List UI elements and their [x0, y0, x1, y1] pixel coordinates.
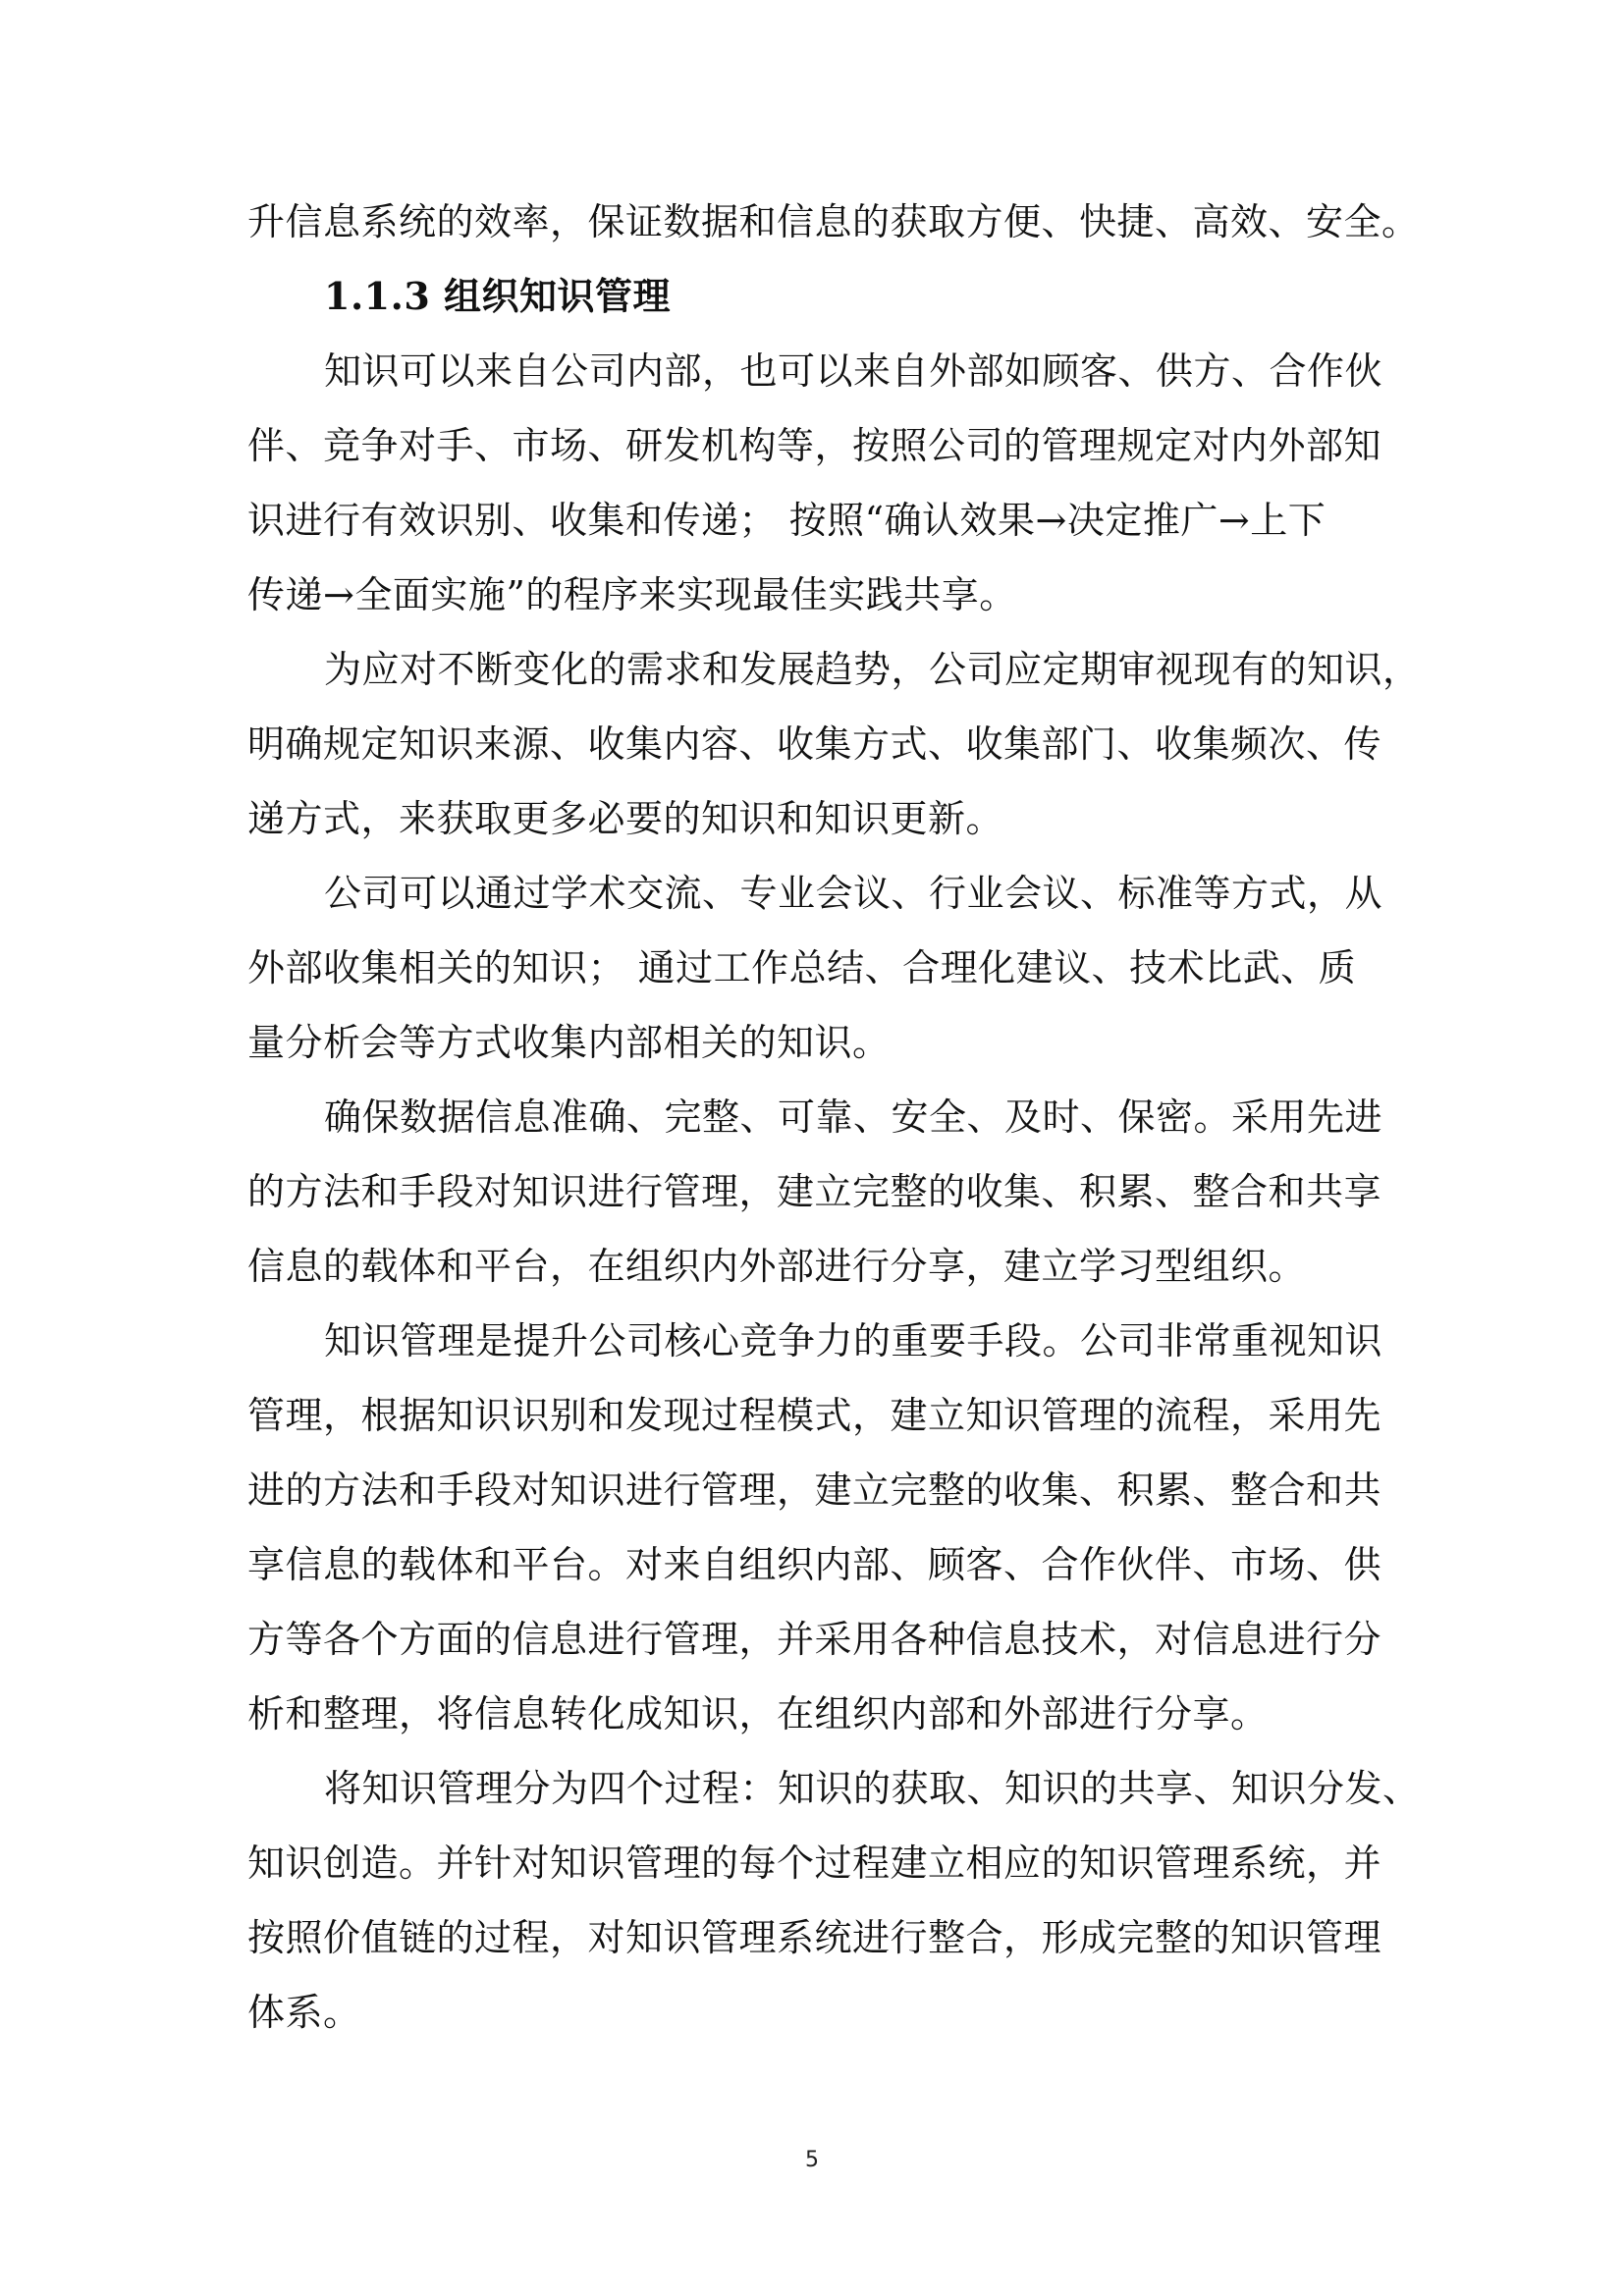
- paragraph-line: 量分析会等方式收集内部相关的知识。: [247, 1021, 891, 1064]
- paragraph-line: 管理，根据知识识别和发现过程模式，建立知识管理的流程，采用先: [247, 1394, 1382, 1437]
- paragraph-line: 伴、竞争对手、市场、研发机构等，按照公司的管理规定对内外部知: [247, 424, 1382, 467]
- paragraph-line: 升信息系统的效率，保证数据和信息的获取方便、快捷、高效、安全。: [247, 200, 1420, 243]
- paragraph-line: 进的方法和手段对知识进行管理，建立完整的收集、积累、整合和共: [247, 1468, 1382, 1512]
- paragraph-line: 外部收集相关的知识； 通过工作总结、合理化建议、技术比武、质: [247, 946, 1357, 989]
- paragraph-line: 知识管理是提升公司核心竞争力的重要手段。公司非常重视知识: [324, 1319, 1383, 1362]
- paragraph-line: 将知识管理分为四个过程：知识的获取、知识的共享、知识分发、: [324, 1767, 1421, 1810]
- paragraph-line: 体系。: [247, 1991, 361, 2034]
- body-text: [247, 185, 1421, 2050]
- paragraph-line: 传递→全面实施”的程序来实现最佳实践共享。: [247, 573, 1017, 616]
- paragraph-line: 明确规定知识来源、收集内容、收集方式、收集部门、收集频次、传: [247, 722, 1382, 766]
- paragraph-line: 知识创造。并针对知识管理的每个过程建立相应的知识管理系统，并: [247, 1842, 1382, 1885]
- paragraph-line: 信息的载体和平台，在组织内外部进行分享，建立学习型组织。: [247, 1245, 1307, 1288]
- paragraph-line: 知识可以来自公司内部，也可以来自外部如顾客、供方、合作伙: [324, 349, 1383, 393]
- section-heading: 1.1.3 组织知识管理: [324, 274, 672, 318]
- paragraph-line: 识进行有效识别、收集和传递； 按照“确认效果→决定推广→上下: [247, 499, 1326, 542]
- paragraph-line: 确保数据信息准确、完整、可靠、安全、及时、保密。采用先进: [324, 1095, 1383, 1139]
- paragraph-line: 方等各个方面的信息进行管理，并采用各种信息技术，对信息进行分: [247, 1618, 1382, 1661]
- paragraph-line: 的方法和手段对知识进行管理，建立完整的收集、积累、整合和共享: [247, 1170, 1382, 1213]
- paragraph-line: 按照价值链的过程，对知识管理系统进行整合，形成完整的知识管理: [247, 1916, 1382, 1959]
- paragraph-line: 享信息的载体和平台。对来自组织内部、顾客、合作伙伴、市场、供: [247, 1543, 1382, 1586]
- paragraph-line: 公司可以通过学术交流、专业会议、行业会议、标准等方式，从: [324, 872, 1383, 915]
- page-number: 5: [805, 2148, 819, 2172]
- paragraph-line: 为应对不断变化的需求和发展趋势，公司应定期审视现有的知识，: [324, 648, 1421, 691]
- paragraph-line: 递方式，来获取更多必要的知识和知识更新。: [247, 797, 1004, 840]
- paragraph-line: 析和整理，将信息转化成知识，在组织内部和外部进行分享。: [247, 1692, 1269, 1735]
